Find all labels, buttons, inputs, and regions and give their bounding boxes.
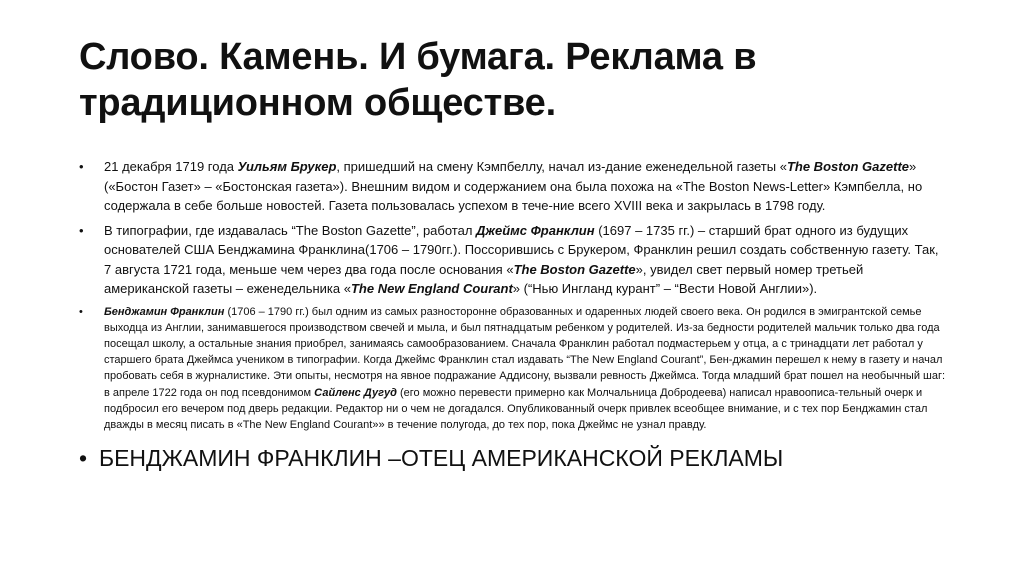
body-text: В типографии, где издавалась “The Boston Gazette”, работал [104,222,477,238]
bullet-text [104,223,939,297]
bullet-text [99,445,783,471]
bullet-dot: • [79,159,84,174]
body-text: (1706 – 1790 гг.) был одним из самых разносторонне образованных и одаренных людей своего века. Он родился в эмигрантской семье выходца из Англии, занимавшегося производством свечей и мыла, и был пятнадцатым ребенком у родителей. Из-за бедности родителей мальчик только два года посещал школу, а остальные знания приобрел, занимаясь самообразованием. Сначала Франклин работал подмастерьем у отца, а с тринадцати лет работал у старшего брата Джеймса учеником в типографии. Когда Джеймс Франклин стал издавать “The New England Courant”, Бен-джамин перешел к нему в газету и начал пробовать себя в журналистике. Эти опыты, несмотря на явное подражание Аддисону, вызвали ревность Джеймса. Тогда младший брат пошел на необычный шаг: в апреле 1722 года он под псевдонимом [104,305,946,399]
bullet-dot: • [79,445,88,472]
bullet-brooker-gazette [79,157,947,216]
body-text: (его можно перевести примерно как Молчальница Добродеева) написал нравоописа-тельный очерк и подбросил его вечером под дверь редакции. Редактор ни о чем не догадался. Опубликованный очерк привлек всеобщее внимание, и с тех пор Бенджамин стал дважды в месяц писать в «The New England Courant»» в течение полугода, до тех пор, пока Джеймс не узнал правду. [104,386,928,431]
emphasis-text: The Boston Gazette [513,261,636,277]
bullet-conclusion [79,443,947,473]
bullet-dot: • [79,305,83,318]
bullet-text [104,306,945,431]
emphasis-text: Бенджамин Франклин [104,305,225,318]
body-text: (1697 – 1735 гг.) – старший брат одного из будущих основателей США Бенджамина Франклина(1706 – 1790гг.). Поссорившись с Брукером, Франклин решил создать собственную газету. Так, 7 августа 1721 года, меньше чем через два года после основания « [104,222,939,277]
body-text: » (“Нью Ингланд курант” – “Вести Новой Англии»). [512,281,818,296]
slide-title: Слово. Камень. И бумага. Реклама в традиционном обществе. [79,36,757,124]
bullet-benjamin-franklin [79,304,947,434]
bullet-list [79,157,947,473]
body-text: БЕНДЖАМИН ФРАНКЛИН –ОТЕЦ АМЕРИКАНСКОЙ РЕКЛАМЫ [99,445,784,472]
body-text: », увидел свет первый номер третьей американской газеты – еженедельника « [104,261,864,296]
emphasis-text: Уильям Брукер [237,159,337,174]
emphasis-text: Сайленс Дугуд [314,386,397,399]
body-text: 21 декабря 1719 года [104,159,238,174]
emphasis-text: The New England Courant [350,281,513,296]
bullet-text [104,159,922,213]
emphasis-text: The Boston Gazette [786,159,910,174]
emphasis-text: Джеймс Франклин [476,222,595,238]
body-text: , пришедший на смену Кэмпбеллу, начал из-дание еженедельной газеты « [336,159,787,174]
body-text: » («Бостон Газет» – «Бостонская газета»). Внешним видом и содержанием она была похожа на «The Boston News-Letter» Кэмпбелла, но содержала в себе больше новостей. Газета пользовалась успехом в тече-ние всего XVIII века и закрылась в 1798 году. [104,159,923,213]
bullet-james-franklin [79,221,947,299]
bullet-dot: • [79,222,84,238]
